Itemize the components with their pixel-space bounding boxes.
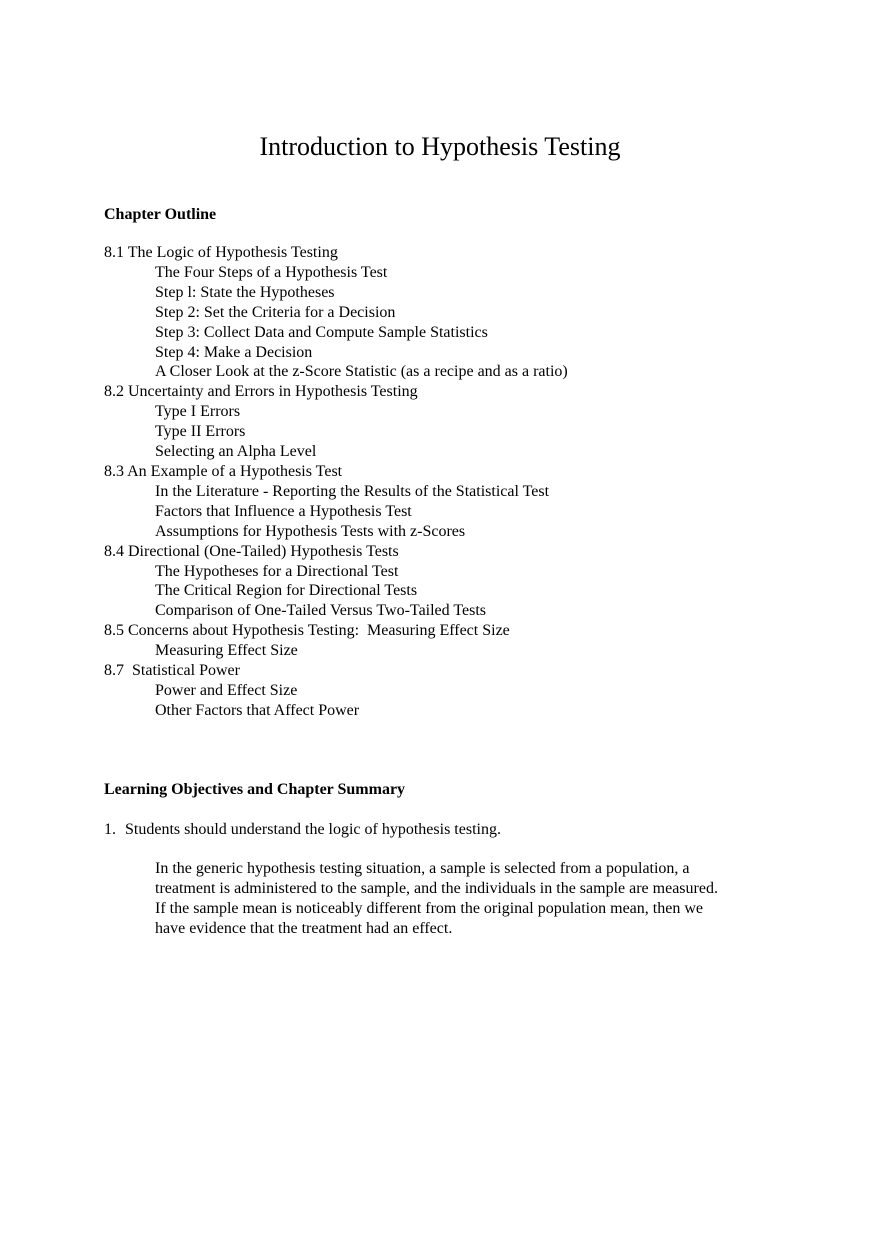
outline-item: 8.5 Concerns about Hypothesis Testing: Measuring Effect Size: [104, 622, 510, 640]
outline-item: In the Literature - Reporting the Results of the Statistical Test: [155, 482, 550, 500]
outline-item: Measuring Effect Size: [155, 642, 298, 660]
page-title: Introduction to Hypothesis Testing: [259, 132, 621, 161]
outline-item: Type II Errors: [155, 423, 246, 441]
outline-item: Selecting an Alpha Level: [155, 443, 317, 461]
outline-item: Step 4: Make a Decision: [155, 343, 313, 361]
outline-item: The Hypotheses for a Directional Test: [155, 562, 399, 580]
learning-objectives-heading: Learning Objectives and Chapter Summary: [104, 781, 406, 798]
outline-item: 8.1 The Logic of Hypothesis Testing: [104, 244, 338, 261]
chapter-outline-list: [104, 243, 568, 721]
summary-line: treatment is administered to the sample, and the individuals in the sample are measured.: [155, 880, 718, 897]
objective-number: 1.: [104, 821, 116, 838]
outline-item: Comparison of One-Tailed Versus Two-Tailed Tests: [155, 602, 487, 620]
outline-item: 8.4 Directional (One-Tailed) Hypothesis Tests: [104, 542, 399, 560]
outline-item: 8.7 Statistical Power: [104, 662, 240, 680]
chapter-outline-heading: Chapter Outline: [104, 206, 217, 223]
outline-item: Step 2: Set the Criteria for a Decision: [155, 303, 396, 321]
outline-item: Step l: State the Hypotheses: [155, 283, 335, 301]
objective-summary-paragraph: [155, 859, 780, 939]
objective-item: [104, 820, 501, 840]
outline-item: Power and Effect Size: [155, 681, 298, 699]
outline-item: The Critical Region for Directional Tests: [155, 582, 418, 600]
summary-line: In the generic hypothesis testing situation, a sample is selected from a population, a: [155, 860, 690, 877]
outline-item: 8.2 Uncertainty and Errors in Hypothesis Testing: [104, 383, 418, 401]
outline-item: Factors that Influence a Hypothesis Test: [155, 502, 412, 520]
outline-item: A Closer Look at the z-Score Statistic (as a recipe and as a ratio): [155, 363, 568, 381]
outline-item: Type I Errors: [155, 403, 241, 421]
summary-line: If the sample mean is noticeably different from the original population mean, then we: [155, 900, 703, 917]
summary-line: have evidence that the treatment had an effect.: [155, 920, 453, 937]
outline-item: Step 3: Collect Data and Compute Sample Statistics: [155, 323, 488, 341]
outline-item: Assumptions for Hypothesis Tests with z-Scores: [155, 522, 466, 540]
outline-item: The Four Steps of a Hypothesis Test: [155, 263, 388, 281]
outline-item: 8.3 An Example of a Hypothesis Test: [104, 462, 343, 480]
objective-text: Students should understand the logic of hypothesis testing.: [125, 821, 501, 838]
outline-item: Other Factors that Affect Power: [155, 701, 360, 719]
